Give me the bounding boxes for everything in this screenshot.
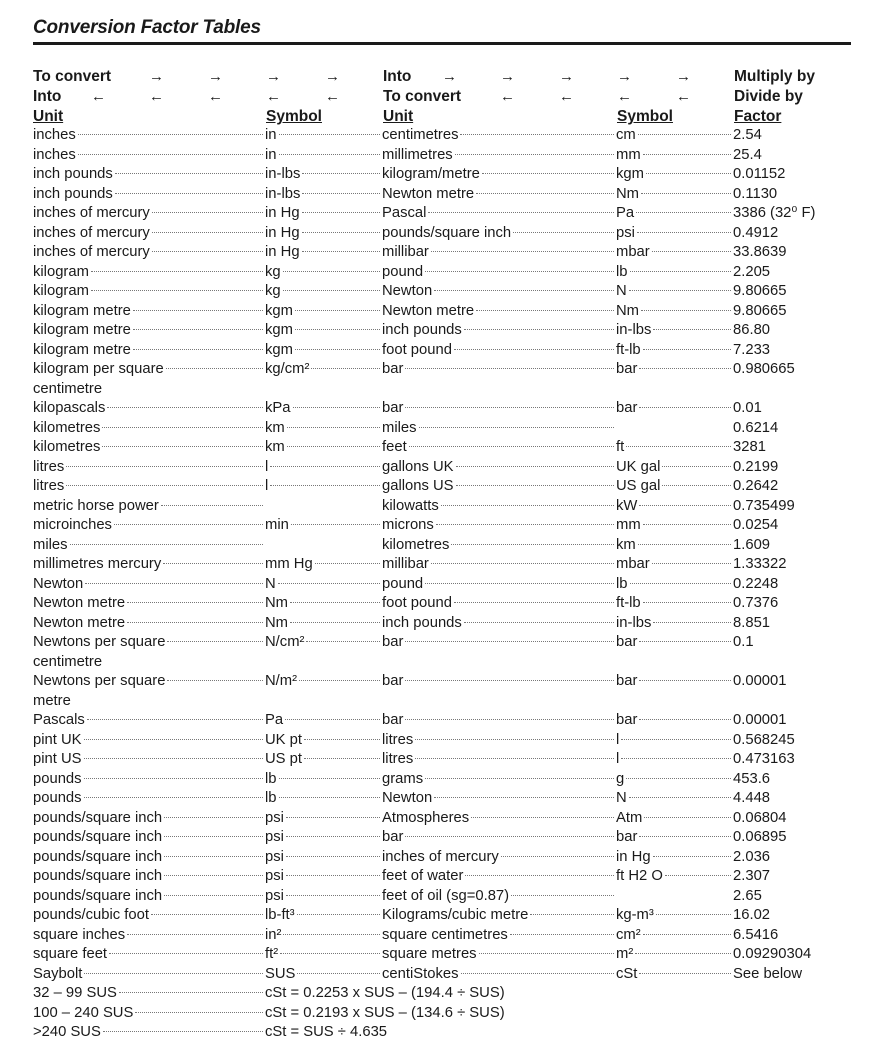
factor: 86.80: [733, 322, 771, 338]
unit-from: kilogram per square: [33, 360, 265, 380]
page-title: Conversion Factor Tables: [33, 17, 261, 38]
symbol-from: l: [265, 477, 382, 497]
table-row: [33, 536, 863, 556]
table-row: [33, 477, 863, 497]
factor: 8.851: [733, 614, 771, 631]
header-into: Into: [383, 68, 412, 85]
symbol-from: psi: [265, 828, 382, 848]
symbol-to: l: [616, 731, 733, 751]
symbol-to: bar: [616, 360, 733, 380]
symbol-from: in-lbs: [265, 165, 382, 185]
header-to-convert-reverse: To convert: [383, 88, 462, 105]
unit-from: pounds/square inch: [33, 809, 265, 829]
symbol-from: kg: [265, 263, 382, 283]
symbol-from: in²: [265, 926, 382, 946]
unit-from: pounds/square inch: [33, 828, 265, 848]
factor: See below: [733, 965, 803, 982]
unit-to: square centimetres: [382, 926, 616, 946]
unit-from: litres: [33, 477, 265, 497]
factor: 0.473163: [733, 751, 795, 767]
symbol-to: US gal: [616, 477, 733, 497]
symbol-from: N/m²: [265, 672, 382, 692]
unit-to: feet of oil (sg=0.87): [382, 887, 616, 907]
unit-from: Newton: [33, 575, 265, 595]
unit-from: Newtons per square: [33, 672, 265, 692]
symbol-from: N/cm²: [265, 633, 382, 653]
factor: 0.1: [733, 634, 754, 650]
symbol-to: l: [616, 750, 733, 770]
factor: 0.980665: [733, 361, 795, 377]
table-row: [33, 614, 863, 634]
unit-from: metric horse power: [33, 497, 265, 517]
symbol-from: US pt: [265, 750, 382, 770]
unit-from: pounds/square inch: [33, 867, 265, 887]
factor: 0.06895: [733, 829, 787, 845]
symbol-from: psi: [265, 809, 382, 829]
unit-to: inch pounds: [382, 321, 616, 341]
left-arrow-icon: ←: [266, 88, 281, 105]
unit-from: kilometres: [33, 419, 265, 439]
unit-from: inches of mercury: [33, 204, 265, 224]
unit-to: pounds/square inch: [382, 224, 616, 244]
symbol-from: km: [265, 438, 382, 458]
factor: 0.00001: [733, 712, 787, 728]
symbol-to: in-lbs: [616, 321, 733, 341]
symbol-to: cSt: [616, 965, 733, 985]
symbol-from: in: [265, 126, 382, 146]
table-row: [33, 633, 863, 653]
symbol-to: ft-lb: [616, 594, 733, 614]
unit-to: bar: [382, 828, 616, 848]
unit-from: miles: [33, 536, 265, 556]
symbol-from: kg/cm²: [265, 360, 382, 380]
symbol-to: N: [616, 789, 733, 809]
unit-from: litres: [33, 458, 265, 478]
symbol-from: lb: [265, 770, 382, 790]
header-symbol-2: Symbol: [617, 108, 673, 125]
factor: 2.036: [733, 848, 771, 865]
symbol-from: UK pt: [265, 731, 382, 751]
table-row: [33, 458, 863, 478]
conversion-table: [33, 126, 863, 1043]
symbol-to: bar: [616, 711, 733, 731]
factor: 0.2199: [733, 458, 779, 475]
header-to-convert: To convert: [33, 68, 112, 85]
symbol-from: lb: [265, 789, 382, 809]
unit-from: square inches: [33, 926, 265, 946]
factor: 0.06804: [733, 809, 787, 826]
table-row-continuation: [33, 380, 863, 400]
symbol-from: in-lbs: [265, 185, 382, 205]
symbol-to: km: [616, 536, 733, 556]
factor: 9.80665: [733, 283, 787, 299]
left-arrow-icon: ←: [559, 88, 574, 105]
symbol-from: Nm: [265, 594, 382, 614]
unit-to: millimetres: [382, 146, 616, 166]
formula-row: [33, 984, 863, 1004]
unit-from: kilogram metre: [33, 321, 265, 341]
right-arrow-icon: →: [149, 68, 164, 85]
unit-from: inch pounds: [33, 185, 265, 205]
unit-to: centimetres: [382, 126, 616, 146]
symbol-from: psi: [265, 887, 382, 907]
unit-to: bar: [382, 360, 616, 380]
table-row: [33, 321, 863, 341]
factor: 2.205: [733, 263, 771, 280]
unit-from: pint UK: [33, 731, 265, 751]
symbol-to: Atm: [616, 809, 733, 829]
symbol-to: cm: [616, 126, 733, 146]
table-row: [33, 965, 863, 985]
unit-to: Kilograms/cubic metre: [382, 906, 616, 926]
symbol-from: in Hg: [265, 204, 382, 224]
factor: 2.54: [733, 127, 762, 143]
factor: 9.80665: [733, 302, 787, 319]
symbol-to: mm: [616, 146, 733, 166]
unit-to: grams: [382, 770, 616, 790]
symbol-to: mbar: [616, 555, 733, 575]
unit-from: inches of mercury: [33, 224, 265, 244]
unit-to: microns: [382, 516, 616, 536]
symbol-to: cm²: [616, 926, 733, 946]
symbol-to: Nm: [616, 185, 733, 205]
symbol-from: psi: [265, 867, 382, 887]
unit-from: kilogram: [33, 282, 265, 302]
left-arrow-icon: ←: [325, 88, 340, 105]
table-row: [33, 828, 863, 848]
unit-from: microinches: [33, 516, 265, 536]
unit-to: Atmospheres: [382, 809, 616, 829]
symbol-from: in Hg: [265, 224, 382, 244]
factor: 2.65: [733, 887, 762, 904]
unit-from-continuation: metre: [33, 692, 71, 709]
table-row: [33, 555, 863, 575]
symbol-from: mm Hg: [265, 555, 382, 575]
symbol-from: psi: [265, 848, 382, 868]
table-row: [33, 926, 863, 946]
right-arrow-icon: →: [559, 68, 574, 85]
table-row-continuation: [33, 653, 863, 673]
table-row: [33, 867, 863, 887]
table-row: [33, 575, 863, 595]
header-multiply-by: Multiply by: [734, 68, 815, 85]
table-row: [33, 360, 863, 380]
unit-to: Newton metre: [382, 185, 616, 205]
symbol-to: lb: [616, 575, 733, 595]
unit-to: kilowatts: [382, 497, 616, 517]
left-arrow-icon: ←: [617, 88, 632, 105]
table-row: [33, 302, 863, 322]
symbol-to: kgm: [616, 165, 733, 185]
unit-to: foot pound: [382, 341, 616, 361]
factor: 0.09290304: [733, 946, 812, 962]
sus-range: 100 – 240 SUS: [33, 1004, 265, 1024]
symbol-to: lb: [616, 263, 733, 283]
table-row: [33, 945, 863, 965]
symbol-from: kgm: [265, 321, 382, 341]
unit-to: inch pounds: [382, 614, 616, 634]
unit-from: Newton metre: [33, 614, 265, 634]
factor: 2.307: [733, 868, 771, 884]
symbol-to: N: [616, 282, 733, 302]
unit-from: inches: [33, 146, 265, 166]
unit-from: kilogram metre: [33, 341, 265, 361]
table-row: [33, 750, 863, 770]
symbol-from: kgm: [265, 302, 382, 322]
right-arrow-icon: →: [266, 68, 281, 85]
factor: 7.233: [733, 341, 771, 358]
table-row: [33, 224, 863, 244]
left-arrow-icon: ←: [91, 88, 106, 105]
unit-to: pound: [382, 575, 616, 595]
title-rule: [33, 42, 851, 45]
symbol-from: in Hg: [265, 243, 382, 263]
unit-from: pint US: [33, 750, 265, 770]
unit-from: Pascals: [33, 711, 265, 731]
factor: 0.2642: [733, 478, 779, 494]
symbol-from: SUS: [265, 965, 382, 985]
table-row: [33, 516, 863, 536]
sus-range: 32 – 99 SUS: [33, 984, 265, 1004]
table-row: [33, 204, 863, 224]
formula-row: [33, 1023, 863, 1043]
sus-range: >240 SUS: [33, 1023, 265, 1043]
table-row: [33, 263, 863, 283]
symbol-to: m²: [616, 945, 733, 965]
unit-from: pounds: [33, 789, 265, 809]
table-row: [33, 126, 863, 146]
left-arrow-icon: ←: [676, 88, 691, 105]
unit-to: feet: [382, 438, 616, 458]
factor: 0.0254: [733, 517, 779, 533]
table-row: [33, 399, 863, 419]
symbol-from: kg: [265, 282, 382, 302]
factor: 33.8639: [733, 244, 787, 260]
symbol-to: Nm: [616, 302, 733, 322]
symbol-to: ft H2 O: [616, 867, 733, 887]
factor: 0.01: [733, 400, 762, 416]
table-row: [33, 282, 863, 302]
table-row: [33, 146, 863, 166]
unit-from: Saybolt: [33, 965, 265, 985]
symbol-from: [265, 536, 382, 537]
table-row: [33, 185, 863, 205]
unit-from-continuation: centimetre: [33, 653, 103, 670]
table-row-continuation: [33, 692, 863, 712]
symbol-to: in Hg: [616, 848, 733, 868]
unit-from-continuation: centimetre: [33, 380, 103, 397]
factor: 3281: [733, 439, 766, 455]
left-arrow-icon: ←: [149, 88, 164, 105]
sus-formula: cSt = SUS ÷ 4.635: [265, 1024, 388, 1040]
unit-to: inches of mercury: [382, 848, 616, 868]
symbol-from: lb-ft³: [265, 906, 382, 926]
unit-to: millibar: [382, 555, 616, 575]
unit-from: Newton metre: [33, 594, 265, 614]
unit-from: inch pounds: [33, 165, 265, 185]
symbol-to: ft-lb: [616, 341, 733, 361]
right-arrow-icon: →: [500, 68, 515, 85]
symbol-from: km: [265, 419, 382, 439]
factor: 0.735499: [733, 497, 795, 514]
table-row: [33, 848, 863, 868]
table-row: [33, 906, 863, 926]
right-arrow-icon: →: [442, 68, 457, 85]
header-unit-2: Unit: [383, 108, 414, 125]
table-row: [33, 438, 863, 458]
unit-from: square feet: [33, 945, 265, 965]
symbol-to: in-lbs: [616, 614, 733, 634]
table-row: [33, 672, 863, 692]
symbol-to: bar: [616, 672, 733, 692]
unit-to: Newton metre: [382, 302, 616, 322]
symbol-from: kPa: [265, 399, 382, 419]
table-row: [33, 497, 863, 517]
header-factor: Factor: [734, 108, 782, 125]
factor: 453.6: [733, 770, 771, 787]
factor: 0.1130: [733, 185, 778, 202]
symbol-to: bar: [616, 633, 733, 653]
unit-to: millibar: [382, 243, 616, 263]
factor: 3386 (32⁰ F): [733, 205, 816, 221]
left-arrow-icon: ←: [500, 88, 515, 105]
unit-to: litres: [382, 731, 616, 751]
unit-to: kilometres: [382, 536, 616, 556]
right-arrow-icon: →: [325, 68, 340, 85]
unit-to: bar: [382, 672, 616, 692]
factor: 0.4912: [733, 224, 779, 241]
symbol-to: mbar: [616, 243, 733, 263]
symbol-to: [616, 419, 733, 420]
factor: 1.609: [733, 536, 771, 553]
symbol-to: bar: [616, 828, 733, 848]
unit-from: pounds/square inch: [33, 887, 265, 907]
unit-from: pounds/square inch: [33, 848, 265, 868]
unit-to: gallons UK: [382, 458, 616, 478]
unit-from: inches of mercury: [33, 243, 265, 263]
table-row: [33, 419, 863, 439]
table-row: [33, 789, 863, 809]
unit-from: kilometres: [33, 438, 265, 458]
unit-from: kilogram: [33, 263, 265, 283]
unit-to: gallons US: [382, 477, 616, 497]
factor: 0.6214: [733, 419, 779, 436]
symbol-from: ft²: [265, 945, 382, 965]
sus-formula: cSt = 0.2253 x SUS – (194.4 ÷ SUS): [265, 985, 505, 1001]
table-row: [33, 165, 863, 185]
symbol-to: psi: [616, 224, 733, 244]
factor: 4.448: [733, 790, 771, 806]
factor: 0.00001: [733, 673, 787, 689]
table-row: [33, 341, 863, 361]
unit-from: kilogram metre: [33, 302, 265, 322]
header-into-reverse: Into: [33, 88, 62, 105]
symbol-from: Nm: [265, 614, 382, 634]
symbol-from: in: [265, 146, 382, 166]
header-divide-by: Divide by: [734, 88, 803, 105]
unit-to: feet of water: [382, 867, 616, 887]
table-row: [33, 711, 863, 731]
header-symbol-1: Symbol: [266, 108, 322, 125]
right-arrow-icon: →: [617, 68, 632, 85]
symbol-to: ft: [616, 438, 733, 458]
unit-to: Newton: [382, 282, 616, 302]
symbol-to: g: [616, 770, 733, 790]
unit-to: bar: [382, 399, 616, 419]
factor: 0.7376: [733, 595, 779, 611]
unit-to: pound: [382, 263, 616, 283]
unit-from: pounds/cubic foot: [33, 906, 265, 926]
unit-from: pounds: [33, 770, 265, 790]
symbol-from: min: [265, 516, 382, 536]
symbol-to: mm: [616, 516, 733, 536]
symbol-to: Pa: [616, 204, 733, 224]
right-arrow-icon: →: [676, 68, 691, 85]
factor: 25.4: [733, 146, 762, 163]
unit-to: Newton: [382, 789, 616, 809]
unit-from: Newtons per square: [33, 633, 265, 653]
unit-to: Pascal: [382, 204, 616, 224]
factor: 6.5416: [733, 926, 779, 943]
table-row: [33, 731, 863, 751]
table-row: [33, 594, 863, 614]
unit-to: foot pound: [382, 594, 616, 614]
factor: 0.568245: [733, 731, 795, 748]
unit-to: kilogram/metre: [382, 165, 616, 185]
symbol-from: N: [265, 575, 382, 595]
symbol-from: [265, 497, 382, 498]
symbol-to: kW: [616, 497, 733, 517]
unit-to: bar: [382, 633, 616, 653]
unit-to: bar: [382, 711, 616, 731]
right-arrow-icon: →: [208, 68, 223, 85]
table-row: [33, 243, 863, 263]
symbol-from: Pa: [265, 711, 382, 731]
factor: 0.2248: [733, 575, 779, 592]
unit-from: inches: [33, 126, 265, 146]
table-row: [33, 887, 863, 907]
header-unit-1: Unit: [33, 108, 64, 125]
symbol-to: kg-m³: [616, 906, 733, 926]
symbol-to: bar: [616, 399, 733, 419]
sus-formula: cSt = 0.2193 x SUS – (134.6 ÷ SUS): [265, 1004, 505, 1021]
factor: 0.01152: [733, 166, 786, 182]
unit-to: square metres: [382, 945, 616, 965]
left-arrow-icon: ←: [208, 88, 223, 105]
symbol-from: l: [265, 458, 382, 478]
unit-to: miles: [382, 419, 616, 439]
unit-from: millimetres mercury: [33, 555, 265, 575]
formula-row: [33, 1004, 863, 1024]
unit-to: litres: [382, 750, 616, 770]
factor: 16.02: [733, 907, 771, 923]
symbol-to: [616, 887, 733, 888]
factor: 1.33322: [733, 556, 787, 572]
table-row: [33, 770, 863, 790]
unit-to: centiStokes: [382, 965, 616, 985]
symbol-to: UK gal: [616, 458, 733, 478]
unit-from: kilopascals: [33, 399, 265, 419]
table-row: [33, 809, 863, 829]
symbol-from: kgm: [265, 341, 382, 361]
